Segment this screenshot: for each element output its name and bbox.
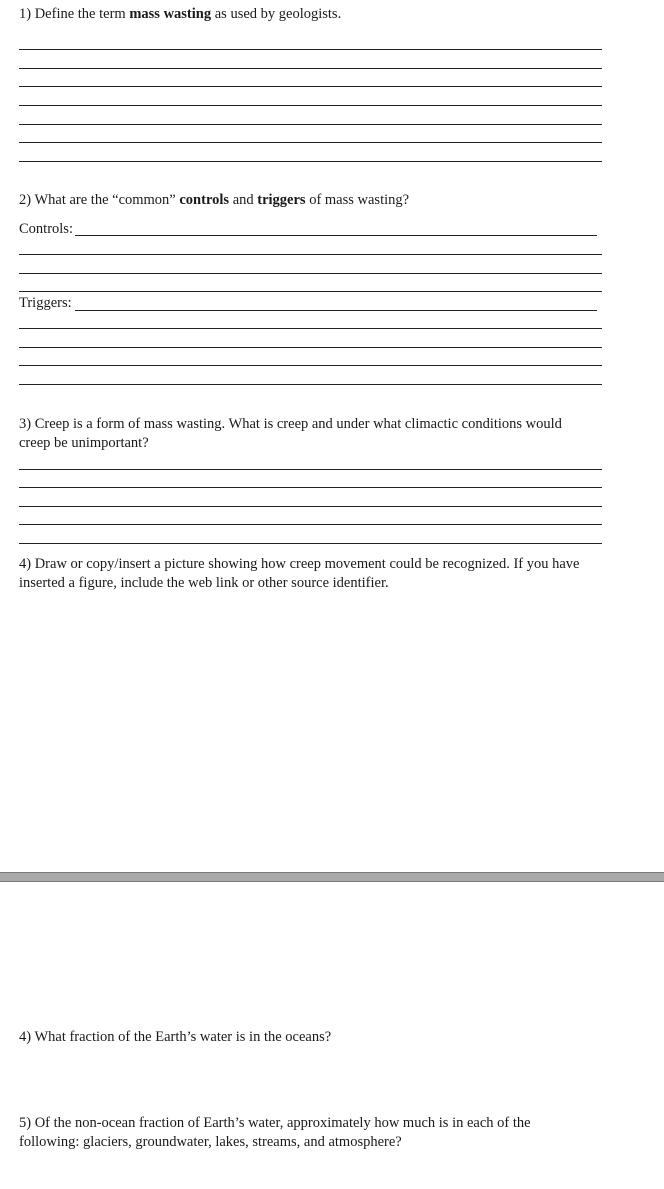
question-2-text-mid: and <box>229 192 258 208</box>
answer-line[interactable] <box>19 86 602 87</box>
question-1-text: 1) Define the term <box>19 6 130 22</box>
question-3: 3) Creep is a form of mass wasting. What is creep and under what climactic conditions would creep be unimportant? <box>19 416 562 451</box>
answer-line[interactable] <box>19 543 602 544</box>
answer-line[interactable] <box>19 506 602 507</box>
answer-line[interactable] <box>19 524 602 525</box>
answer-line[interactable] <box>19 384 602 385</box>
question-1-term: mass wasting <box>129 6 212 22</box>
drawing-area[interactable] <box>19 600 602 860</box>
answer-line[interactable] <box>19 291 602 292</box>
page-break <box>0 872 664 882</box>
answer-line[interactable] <box>19 105 602 106</box>
triggers-answer-line[interactable] <box>75 310 597 311</box>
answer-line[interactable] <box>19 161 602 162</box>
controls-label: Controls: <box>19 221 73 237</box>
question-4b: 4) What fraction of the Earth’s water is in the oceans? <box>19 1029 332 1045</box>
answer-line[interactable] <box>19 273 602 274</box>
answer-line[interactable] <box>19 487 602 488</box>
answer-line[interactable] <box>19 68 602 69</box>
triggers-label: Triggers: <box>19 295 72 311</box>
answer-line[interactable] <box>19 254 602 255</box>
question-5: 5) Of the non-ocean fraction of Earth’s water, approximately how much is in each of the following: glaciers, groundwater, lakes, streams, and atmosphere? <box>19 1115 531 1150</box>
question-4: 4) Draw or copy/insert a picture showing how creep movement could be recognized. If you have inserted a figure, include the web link or other source identifier. <box>19 556 580 591</box>
answer-line[interactable] <box>19 347 602 348</box>
answer-line[interactable] <box>19 142 602 143</box>
question-2-text: 2) What are the “common” <box>19 192 180 208</box>
answer-line[interactable] <box>19 328 602 329</box>
worksheet-page-2 <box>0 882 664 1189</box>
question-1-text-end: as used by geologists. <box>211 6 342 22</box>
question-2-text-end: of mass wasting? <box>305 192 410 208</box>
controls-answer-line[interactable] <box>75 235 597 236</box>
question-2-controls-term: controls <box>179 192 230 208</box>
answer-line[interactable] <box>19 365 602 366</box>
answer-line[interactable] <box>19 49 602 50</box>
answer-line[interactable] <box>19 124 602 125</box>
answer-line[interactable] <box>19 469 602 470</box>
question-2-triggers-term: triggers <box>257 192 306 208</box>
question-2 <box>19 191 609 210</box>
question-1 <box>19 5 609 24</box>
